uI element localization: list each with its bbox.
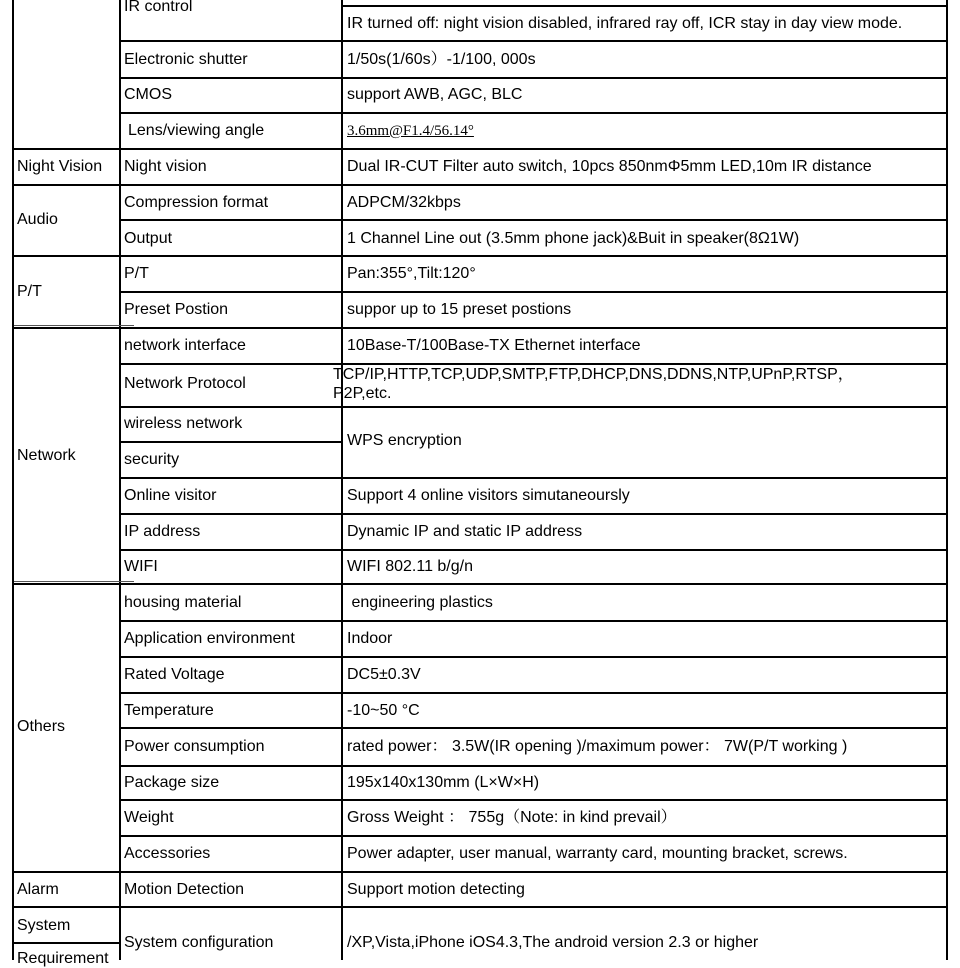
value-weight: Gross Weight ： 755g（Note: in kind prevail） xyxy=(347,809,677,826)
row-divider xyxy=(119,77,948,79)
value-network-interface: 10Base-T/100Base-TX Ethernet interface xyxy=(347,337,641,354)
value-ir-control: IR turned off: night vision disabled, infrared ray off, ICR stay in day view mode. xyxy=(347,15,903,32)
value-online-visitor: Support 4 online visitors simutaneoursly xyxy=(347,487,630,504)
value-preset: suppor up to 15 preset postions xyxy=(347,301,572,318)
param-lens: Lens/viewing angle xyxy=(128,122,265,139)
value-wireless-security: WPS encryption xyxy=(347,432,462,449)
row-divider xyxy=(119,799,948,801)
value-rated-voltage: DC5±0.3V xyxy=(347,666,421,683)
column-divider-2 xyxy=(341,0,343,960)
value-motion-detection: Support motion detecting xyxy=(347,881,525,898)
row-divider xyxy=(119,620,948,622)
param-package-size: Package size xyxy=(124,774,220,791)
param-temperature: Temperature xyxy=(124,702,214,719)
value-output: 1 Channel Line out (3.5mm phone jack)&Buit in speaker(8Ω1W) xyxy=(347,230,800,247)
scan-artifact xyxy=(14,581,134,582)
scan-artifact xyxy=(14,325,134,326)
param-wifi: WIFI xyxy=(124,558,158,575)
param-cmos: CMOS xyxy=(124,86,172,103)
param-electronic-shutter: Electronic shutter xyxy=(124,51,248,68)
value-cmos: support AWB, AGC, BLC xyxy=(347,86,523,103)
value-application-environment: Indoor xyxy=(347,630,393,647)
row-divider xyxy=(12,942,121,944)
param-ip-address: IP address xyxy=(124,523,201,540)
param-output: Output xyxy=(124,230,173,247)
category-alarm: Alarm xyxy=(17,881,59,898)
row-divider xyxy=(119,291,948,293)
value-power-consumption: rated power： 3.5W(IR opening )/maximum power： 7W(P/T working ) xyxy=(347,738,848,755)
row-divider xyxy=(12,255,948,257)
row-divider xyxy=(119,513,948,515)
row-divider xyxy=(12,184,948,186)
row-divider xyxy=(12,583,948,585)
table-border-left xyxy=(12,0,14,960)
column-divider-1 xyxy=(119,0,121,960)
row-divider xyxy=(119,363,948,365)
row-divider xyxy=(12,327,948,329)
value-pt: Pan:355°,Tilt:120° xyxy=(347,265,476,282)
row-divider xyxy=(12,148,948,150)
param-housing-material: housing material xyxy=(124,594,242,611)
row-divider xyxy=(119,656,948,658)
row-divider xyxy=(119,692,948,694)
param-network-interface: network interface xyxy=(124,337,246,354)
value-night-vision: Dual IR-CUT Filter auto switch, 10pcs 850nmΦ5mm LED,10m IR distance xyxy=(347,158,872,175)
param-rated-voltage: Rated Voltage xyxy=(124,666,225,683)
value-electronic-shutter: 1/50s(1/60s）-1/100, 000s xyxy=(347,51,536,68)
row-divider xyxy=(119,549,948,551)
param-preset: Preset Postion xyxy=(124,301,229,318)
param-accessories: Accessories xyxy=(124,845,211,862)
value-network-protocol-line2: P2P,etc. xyxy=(333,385,392,402)
row-divider xyxy=(119,406,948,408)
param-compression: Compression format xyxy=(124,194,269,211)
category-night-vision: Night Vision xyxy=(17,158,103,175)
row-divider xyxy=(119,727,948,729)
row-divider xyxy=(119,40,948,42)
param-security: security xyxy=(124,451,180,468)
category-requirement: Requirement xyxy=(17,950,109,967)
param-night-vision: Night vision xyxy=(124,158,207,175)
param-wireless-network: wireless network xyxy=(124,415,243,432)
value-housing-material: engineering plastics xyxy=(347,594,493,611)
value-wifi: WIFI 802.11 b/g/n xyxy=(347,558,473,575)
param-weight: Weight xyxy=(124,809,174,826)
row-divider xyxy=(119,441,343,443)
param-system-configuration: System configuration xyxy=(124,934,274,951)
row-divider xyxy=(119,219,948,221)
param-network-protocol: Network Protocol xyxy=(124,375,246,392)
table-border-right xyxy=(946,0,948,960)
row-divider xyxy=(119,765,948,767)
value-system-configuration: /XP,Vista,iPhone iOS4.3,The android version 2.3 or higher xyxy=(347,934,759,951)
row-divider xyxy=(12,906,948,908)
param-pt: P/T xyxy=(124,265,149,282)
row-divider xyxy=(12,871,948,873)
param-power-consumption: Power consumption xyxy=(124,738,265,755)
param-online-visitor: Online visitor xyxy=(124,487,217,504)
value-temperature: -10~50 °C xyxy=(347,702,420,719)
value-network-protocol-line1: TCP/IP,HTTP,TCP,UDP,SMTP,FTP,DHCP,DNS,DDNS,NTP,UPnP,RTSP， xyxy=(333,366,854,383)
category-system: System xyxy=(17,917,71,934)
row-divider xyxy=(119,477,948,479)
category-pt: P/T xyxy=(17,283,42,300)
category-others: Others xyxy=(17,718,66,735)
value-compression: ADPCM/32kbps xyxy=(347,194,461,211)
row-divider xyxy=(341,5,948,7)
value-ip-address: Dynamic IP and static IP address xyxy=(347,523,583,540)
param-ir-control: IR control xyxy=(124,0,193,15)
param-application-environment: Application environment xyxy=(124,630,295,647)
value-package-size: 195x140x130mm (L×W×H) xyxy=(347,774,540,791)
row-divider xyxy=(119,835,948,837)
value-accessories: Power adapter, user manual, warranty card, mounting bracket, screws. xyxy=(347,845,848,862)
param-motion-detection: Motion Detection xyxy=(124,881,245,898)
category-network: Network xyxy=(17,447,76,464)
value-lens: 3.6mm@F1.4/56.14° xyxy=(347,123,474,139)
row-divider xyxy=(119,112,948,114)
category-audio: Audio xyxy=(17,211,58,228)
